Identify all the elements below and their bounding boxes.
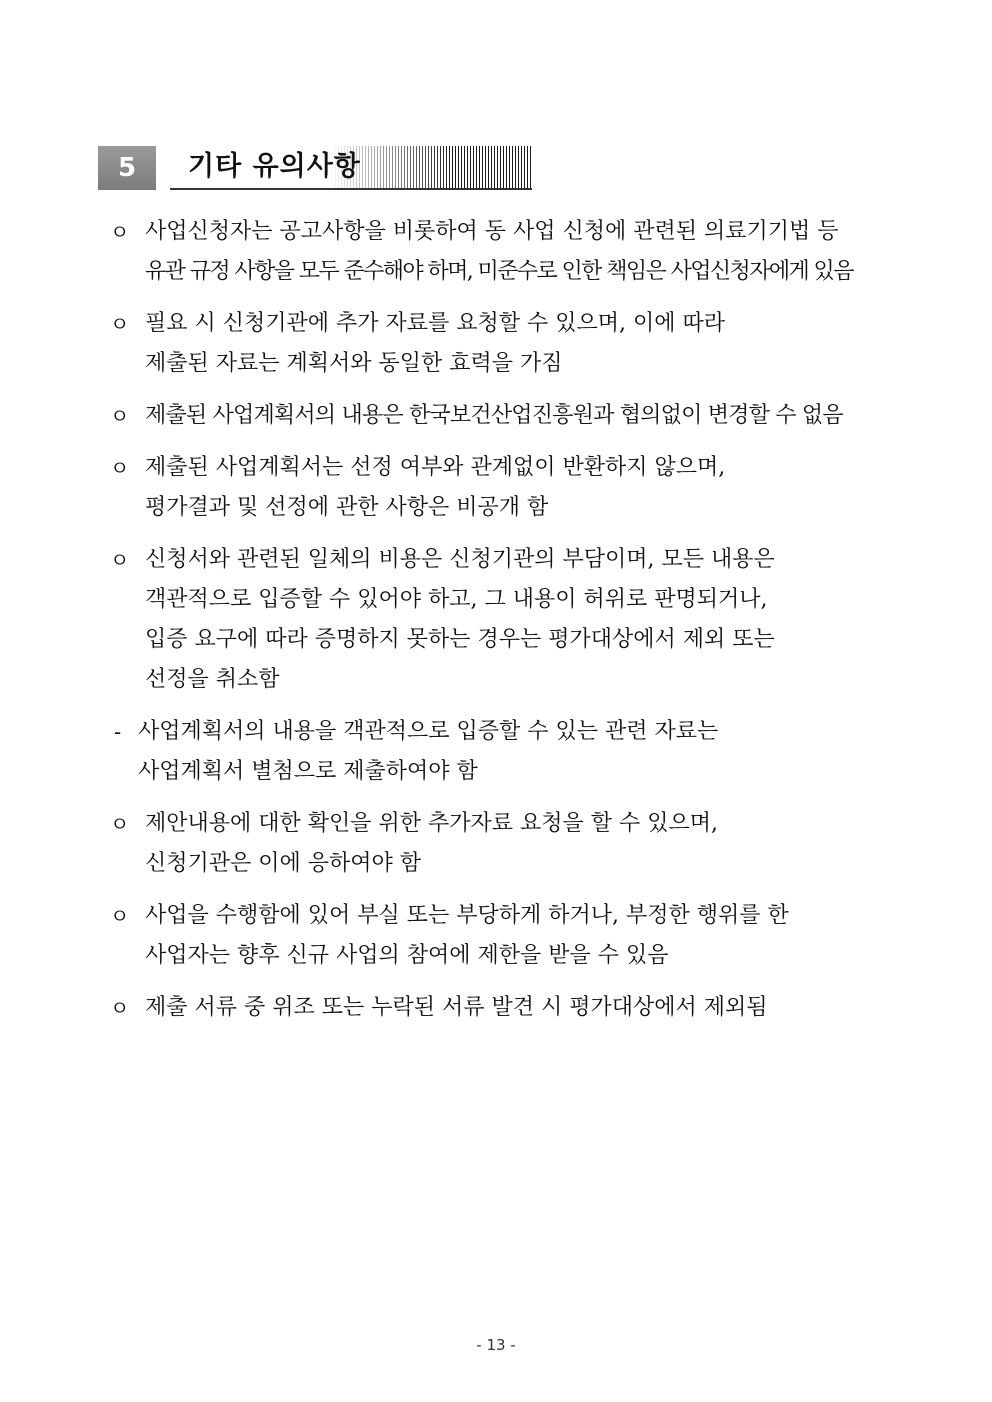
notice-line: 신청기관은 이에 응하여야 함	[145, 851, 422, 876]
bullet-marker: ㅇ	[110, 456, 130, 480]
page-number: - 13 -	[476, 1336, 516, 1354]
notice-item	[110, 896, 910, 976]
notice-line: 사업을 수행함에 있어 부실 또는 부당하게 하거나, 부정한 행위를 한	[145, 903, 789, 928]
dash-marker: -	[114, 720, 122, 744]
notice-line: 선정을 취소함	[145, 667, 280, 692]
notice-line: 제출된 사업계획서의 내용은 한국보건산업진흥원과 협의없이 변경할 수 없음	[145, 403, 843, 428]
notice-line: 제출된 사업계획서는 선정 여부와 관계없이 반환하지 않으며,	[145, 455, 726, 480]
notice-line: 유관 규정 사항을 모두 준수해야 하며, 미준수로 인한 책임은 사업신청자에게 있음	[145, 259, 853, 284]
notice-line: 제출 서류 중 위조 또는 누락된 서류 발견 시 평가대상에서 제외됨	[145, 995, 768, 1020]
notice-line: 사업계획서의 내용을 객관적으로 입증할 수 있는 관련 자료는	[138, 719, 719, 744]
bullet-marker: ㅇ	[110, 996, 130, 1020]
bullet-marker: ㅇ	[110, 220, 130, 244]
bullet-marker: ㅇ	[110, 312, 130, 336]
notice-line: 필요 시 신청기관에 추가 자료를 요청할 수 있으며, 이에 따라	[145, 311, 725, 336]
notice-list	[110, 212, 910, 1040]
notice-line: 평가결과 및 선정에 관한 사항은 비공개 함	[145, 495, 549, 520]
notice-subitem	[110, 712, 910, 792]
section-header	[98, 146, 532, 190]
notice-line: 사업자는 향후 신규 사업의 참여에 제한을 받을 수 있음	[145, 943, 669, 968]
notice-item	[110, 540, 910, 700]
notice-line: 제안내용에 대한 확인을 위한 추가자료 요청을 할 수 있으며,	[145, 811, 718, 836]
section-title: 기타 유의사항	[188, 151, 361, 182]
bullet-marker: ㅇ	[110, 548, 130, 572]
notice-line: 제출된 자료는 계획서와 동일한 효력을 가짐	[145, 351, 563, 376]
bullet-marker: ㅇ	[110, 812, 130, 836]
section-title-bar	[170, 146, 532, 190]
notice-item	[110, 212, 910, 292]
notice-item	[110, 448, 910, 528]
notice-item	[110, 304, 910, 384]
notice-item	[110, 396, 910, 436]
notice-line: 사업계획서 별첨으로 제출하여야 함	[138, 759, 478, 784]
bullet-marker: ㅇ	[110, 904, 130, 928]
notice-line: 신청서와 관련된 일체의 비용은 신청기관의 부담이며, 모든 내용은	[145, 547, 775, 572]
section-number-badge: 5	[98, 146, 156, 190]
notice-line: 사업신청자는 공고사항을 비롯하여 동 사업 신청에 관련된 의료기기법 등	[145, 219, 839, 244]
notice-item	[110, 804, 910, 884]
notice-item	[110, 988, 910, 1028]
notice-line: 객관적으로 입증할 수 있어야 하고, 그 내용이 허위로 판명되거나,	[145, 587, 768, 612]
notice-line: 입증 요구에 따라 증명하지 못하는 경우는 평가대상에서 제외 또는	[145, 627, 775, 652]
bullet-marker: ㅇ	[110, 404, 130, 428]
